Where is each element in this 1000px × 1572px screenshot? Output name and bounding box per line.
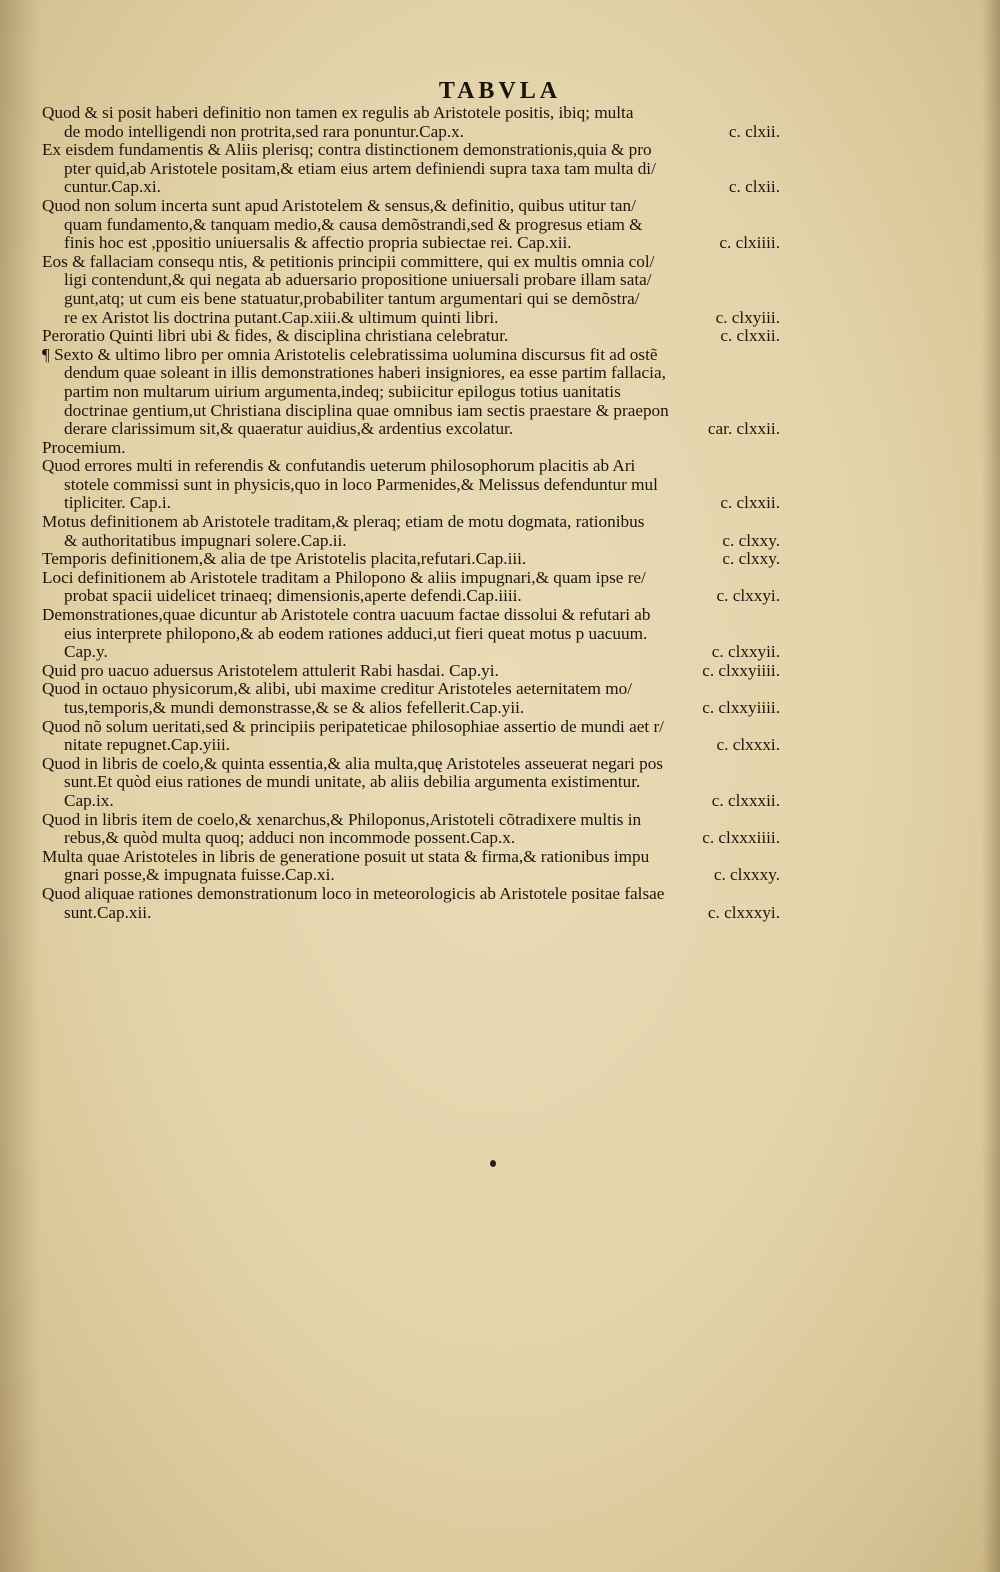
toc-entry-line: Procemium. xyxy=(42,438,126,457)
toc-entry xyxy=(42,811,780,848)
toc-entry-line: Peroratio Quinti libri ubi & fides, & disciplina christiana celebratur. xyxy=(42,327,509,346)
toc-entry xyxy=(42,104,780,141)
toc-entry xyxy=(42,550,780,569)
folio-reference: c. clxxxyi. xyxy=(707,902,780,922)
folio-reference: c. clxxyii. xyxy=(711,642,780,662)
toc-entry xyxy=(42,346,780,439)
folio-reference: c. clxxyiiii. xyxy=(702,698,780,717)
toc-entry-line: Ex eisdem fundamentis & Aliis plerisq; contra distinctionem demonstrationis,quia & pro xyxy=(42,141,652,160)
toc-entry-line: de modo intelligendi non protrita,sed rara ponuntur.Cap.x. xyxy=(64,122,465,141)
toc-entry xyxy=(42,885,780,922)
folio-reference: c. clxii. xyxy=(728,177,780,197)
toc-entry-line: Quod in libris item de coelo,& xenarchus,& Philoponus,Aristoteli cõtradixere multis in xyxy=(42,810,642,829)
toc-entry-line: Demonstrationes,quae dicuntur ab Aristotele contra uacuum factae dissolui & refutari ab xyxy=(42,606,651,625)
toc-entry-line: ¶ Sexto & ultimo libro per omnia Aristotelis celebratissima uolumina discursus fit ad ostẽ xyxy=(42,345,658,364)
toc-entry-line: quam fundamento,& tanquam medio,& causa demõstrandi,sed & progresus etiam & xyxy=(64,215,643,234)
toc-entry-line: Eos & fallaciam consequ ntis, & petitionis principii committere, qui ex multis omnia col/ xyxy=(42,252,655,271)
folio-reference: c. clxxii. xyxy=(720,326,780,346)
toc-entry-line: stotele commissi sunt in physicis,quo in loco Parmenides,& Melissus defenduntur mul xyxy=(64,475,658,494)
toc-entry-line: re ex Aristot lis doctrina putant.Cap.xiii.& ultimum quinti libri. xyxy=(64,308,499,327)
toc-entry xyxy=(42,439,780,458)
toc-entry-line: partim non multarum uirium argumenta,indeq; subiicitur epilogus totius uanitatis xyxy=(64,382,621,401)
toc-entry-line: Quod & si posit haberi definitio non tamen ex regulis ab Aristotele positis, ibiq; multa xyxy=(42,104,634,122)
toc-entry-line: pter quid,ab Aristotele positam,& etiam eius artem definiendi supra taxa tam multa di/ xyxy=(64,159,656,178)
toc-entry xyxy=(42,718,780,755)
toc-entry-line: Quod in libris de coelo,& quinta essentia,& alia multa,quę Aristoteles asseuerat negari pos xyxy=(42,754,663,773)
toc-entry-line: ligi contendunt,& qui negata ab aduersario propositione uniuersali probare illam sata/ xyxy=(64,271,652,290)
toc-entry-line: Quod non solum incerta sunt apud Aristotelem & sensus,& definitio, quibus utitur tan/ xyxy=(42,196,636,215)
folio-reference: c. clxxy. xyxy=(722,530,780,550)
toc-entry xyxy=(42,197,780,253)
folio-reference: c. clxxyiiii. xyxy=(702,660,780,680)
toc-entry-line: Quod aliquae rationes demonstrationum loco in meteorologicis ab Aristotele positae falsae xyxy=(42,884,665,903)
ink-mark xyxy=(490,1160,496,1167)
toc-entry-line: finis hoc est ,ppositio uniuersalis & affectio propria subiectae rei. Cap.xii. xyxy=(64,234,572,253)
toc-entry-line: & authoritatibus impugnari solere.Cap.ii. xyxy=(64,531,347,550)
toc-entry-line: gnari posse,& impugnata fuisse.Cap.xi. xyxy=(64,866,335,885)
toc-entry-line: Multa quae Aristoteles in libris de generatione posuit ut stata & firma,& rationibus impu xyxy=(42,847,650,866)
toc-entry-line: gunt,atq; ut cum eis bene statuatur,probabiliter tantum argumentari qui se demõstra/ xyxy=(64,289,640,308)
toc-entry-line: Cap.ix. xyxy=(64,791,114,810)
toc-entry xyxy=(42,680,780,717)
toc-entry-line: Quid pro uacuo aduersus Aristotelem attulerit Rabi hasdai. Cap.yi. xyxy=(42,661,499,680)
folio-reference: c. clxii. xyxy=(728,121,780,141)
toc-entry-line: Quod errores multi in referendis & confutandis ueterum philosophorum placitis ab Ari xyxy=(42,457,636,476)
toc-entry xyxy=(42,662,780,681)
page-header: TABVLA xyxy=(438,78,562,104)
folio-reference: c. clxxxi. xyxy=(716,735,780,755)
folio-reference: c. clxxyi. xyxy=(716,586,780,606)
toc-entry-line: tipliciter. Cap.i. xyxy=(64,494,171,513)
toc-entry-line: dendum quae soleant in illis demonstrationes haberi insigniores, ea esse partim fallacia, xyxy=(64,364,666,383)
toc-entry xyxy=(42,457,780,513)
toc-entry-line: rebus,& quòd multa quoq; adduci non incommode possent.Cap.x. xyxy=(64,829,516,848)
folio-reference: c. clxxxii. xyxy=(711,790,780,810)
toc-entry-line: tus,temporis,& mundi demonstrasse,& se & alios fefellerit.Cap.yii. xyxy=(64,699,525,717)
toc-entry-line: Loci definitionem ab Aristotele traditam a Philopono & aliis impugnari,& quam ipse re/ xyxy=(42,568,646,587)
toc-entry xyxy=(42,569,780,606)
folio-reference: c. clxxxiiii. xyxy=(702,828,780,848)
toc-entry-line: Temporis definitionem,& alia de tpe Aristotelis placita,refutari.Cap.iii. xyxy=(42,550,527,569)
toc-entry-line: probat spacii uidelicet trinaeq; dimensionis,aperte defendi.Cap.iiii. xyxy=(64,587,522,606)
toc-entry-line: sunt.Et quòd eius rationes de mundi unitate, ab aliis debilia argumenta existimentur. xyxy=(64,773,641,792)
table-of-contents xyxy=(42,104,780,922)
toc-entry-line: Cap.y. xyxy=(64,643,108,662)
toc-entry-line: nitate repugnet.Cap.yiii. xyxy=(64,736,231,755)
toc-entry xyxy=(42,755,780,811)
toc-entry xyxy=(42,848,780,885)
toc-entry-line: cuntur.Cap.xi. xyxy=(64,178,161,197)
folio-reference: car. clxxii. xyxy=(707,419,780,439)
toc-entry-line: derare clarissimum sit,& quaeratur auidius,& ardentius excolatur. xyxy=(64,420,514,439)
folio-reference: c. clxxy. xyxy=(722,549,780,569)
toc-entry-line: doctrinae gentium,ut Christiana disciplina quae omnibus iam sectis praestare & praepon xyxy=(64,401,669,420)
toc-entry-line: Quod nõ solum ueritati,sed & principiis peripateticae philosophiae assertio de mundi aet r/ xyxy=(42,717,664,736)
folio-reference: c. clxxxy. xyxy=(713,865,780,885)
toc-entry xyxy=(42,606,780,662)
toc-entry-line: sunt.Cap.xii. xyxy=(64,903,152,922)
toc-entry xyxy=(42,327,780,346)
folio-reference: c. clxxii. xyxy=(720,493,780,513)
toc-entry xyxy=(42,513,780,550)
toc-entry-line: Motus definitionem ab Aristotele traditam,& pleraq; etiam de motu dogmata, rationibus xyxy=(42,513,645,532)
folio-reference: c. clxyiii. xyxy=(715,307,780,327)
toc-entry-line: eius interprete philopono,& ab eodem rationes adduci,ut fieri queat motus p uacuum. xyxy=(64,624,648,643)
folio-reference: c. clxiiii. xyxy=(719,233,780,253)
toc-entry xyxy=(42,141,780,197)
toc-entry xyxy=(42,253,780,327)
toc-entry-line: Quod in octauo physicorum,& alibi, ubi maxime creditur Aristoteles aeternitatem mo/ xyxy=(42,680,632,699)
